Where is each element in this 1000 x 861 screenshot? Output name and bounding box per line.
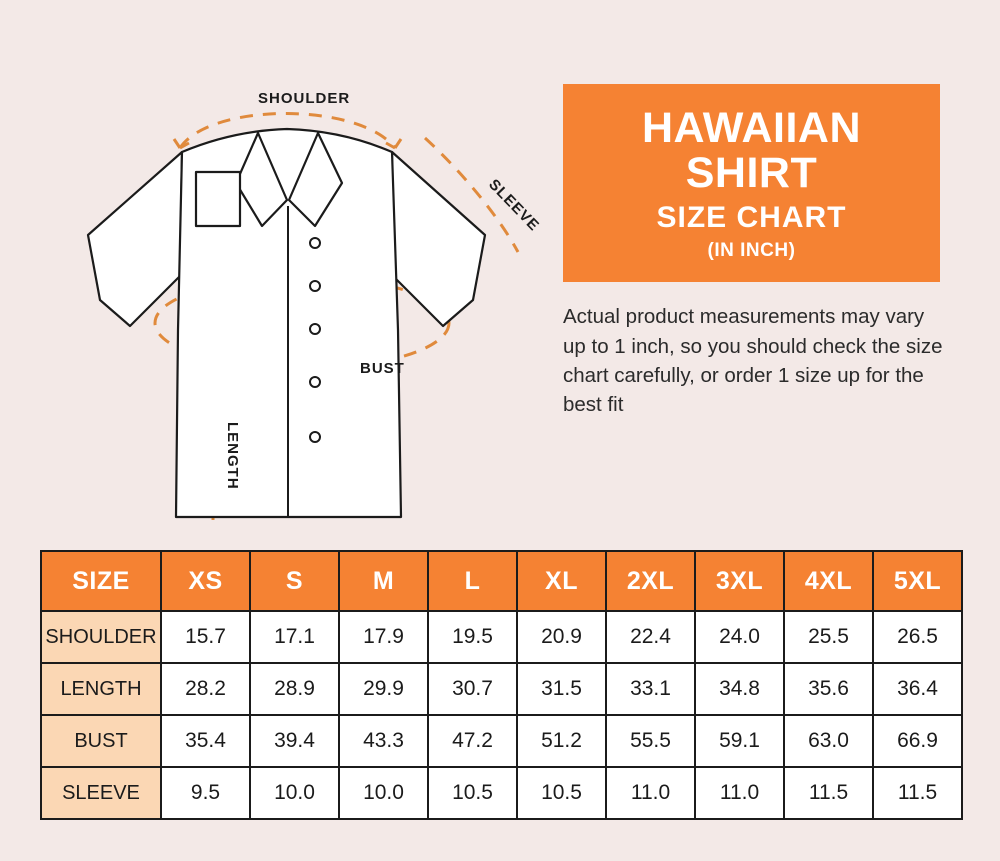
cell-bust-s: 39.4 — [250, 715, 339, 767]
cell-length-2xl: 33.1 — [606, 663, 695, 715]
table-header-row — [41, 551, 962, 611]
unit-label: (IN INCH) — [707, 240, 796, 262]
column-header-2xl: 2XL — [606, 551, 695, 611]
cell-sleeve-l: 10.5 — [428, 767, 517, 819]
column-header-5xl: 5XL — [873, 551, 962, 611]
size-table-wrapper — [40, 550, 960, 820]
cell-length-m: 29.9 — [339, 663, 428, 715]
table-row — [41, 715, 962, 767]
cell-sleeve-3xl: 11.0 — [695, 767, 784, 819]
subtitle: SIZE CHART — [656, 201, 847, 235]
cell-shoulder-xs: 15.7 — [161, 611, 250, 663]
column-header-xs: XS — [161, 551, 250, 611]
shirt-right-sleeve — [392, 152, 485, 326]
shoulder-arrow-right — [386, 139, 401, 148]
column-header-s: S — [250, 551, 339, 611]
cell-shoulder-2xl: 22.4 — [606, 611, 695, 663]
cell-shoulder-xl: 20.9 — [517, 611, 606, 663]
column-header-xl: XL — [517, 551, 606, 611]
cell-length-s: 28.9 — [250, 663, 339, 715]
table-row — [41, 611, 962, 663]
cell-bust-5xl: 66.9 — [873, 715, 962, 767]
cell-sleeve-s: 10.0 — [250, 767, 339, 819]
cell-bust-m: 43.3 — [339, 715, 428, 767]
row-header-shoulder: SHOULDER — [41, 611, 161, 663]
column-header-l: L — [428, 551, 517, 611]
table-row — [41, 767, 962, 819]
measurement-note: Actual product measurements may vary up to 1 inch, so you should check the size chart carefully, or order 1 size up for the best fit — [563, 305, 943, 416]
cell-length-l: 30.7 — [428, 663, 517, 715]
column-header-size: SIZE — [41, 551, 161, 611]
cell-length-3xl: 34.8 — [695, 663, 784, 715]
cell-sleeve-2xl: 11.0 — [606, 767, 695, 819]
cell-sleeve-m: 10.0 — [339, 767, 428, 819]
cell-bust-2xl: 55.5 — [606, 715, 695, 767]
label-sleeve: SLEEVE — [485, 175, 543, 235]
info-panel — [563, 84, 943, 419]
cell-sleeve-5xl: 11.5 — [873, 767, 962, 819]
label-length: LENGTH — [224, 422, 241, 490]
shirt-pocket — [196, 172, 240, 226]
shirt-left-sleeve — [88, 152, 182, 326]
label-bust: BUST — [360, 360, 405, 377]
cell-shoulder-m: 17.9 — [339, 611, 428, 663]
cell-bust-3xl: 59.1 — [695, 715, 784, 767]
column-header-3xl: 3XL — [695, 551, 784, 611]
row-header-bust: BUST — [41, 715, 161, 767]
column-header-4xl: 4XL — [784, 551, 873, 611]
cell-bust-xl: 51.2 — [517, 715, 606, 767]
cell-length-xs: 28.2 — [161, 663, 250, 715]
cell-shoulder-5xl: 26.5 — [873, 611, 962, 663]
cell-sleeve-xs: 9.5 — [161, 767, 250, 819]
cell-bust-xs: 35.4 — [161, 715, 250, 767]
cell-shoulder-4xl: 25.5 — [784, 611, 873, 663]
title-line-2: SHIRT — [685, 148, 818, 197]
row-header-sleeve: SLEEVE — [41, 767, 161, 819]
cell-shoulder-l: 19.5 — [428, 611, 517, 663]
cell-length-5xl: 36.4 — [873, 663, 962, 715]
cell-length-xl: 31.5 — [517, 663, 606, 715]
cell-bust-4xl: 63.0 — [784, 715, 873, 767]
cell-bust-l: 47.2 — [428, 715, 517, 767]
table-row — [41, 663, 962, 715]
cell-shoulder-s: 17.1 — [250, 611, 339, 663]
size-chart-table — [40, 550, 963, 820]
shirt-diagram-icon — [30, 30, 550, 520]
cell-sleeve-xl: 10.5 — [517, 767, 606, 819]
label-shoulder: SHOULDER — [258, 90, 351, 107]
title-box — [563, 84, 940, 282]
column-header-m: M — [339, 551, 428, 611]
title-line-1: HAWAIIAN — [642, 104, 861, 152]
cell-sleeve-4xl: 11.5 — [784, 767, 873, 819]
cell-shoulder-3xl: 24.0 — [695, 611, 784, 663]
cell-length-4xl: 35.6 — [784, 663, 873, 715]
shirt-illustration — [30, 30, 550, 520]
row-header-length: LENGTH — [41, 663, 161, 715]
